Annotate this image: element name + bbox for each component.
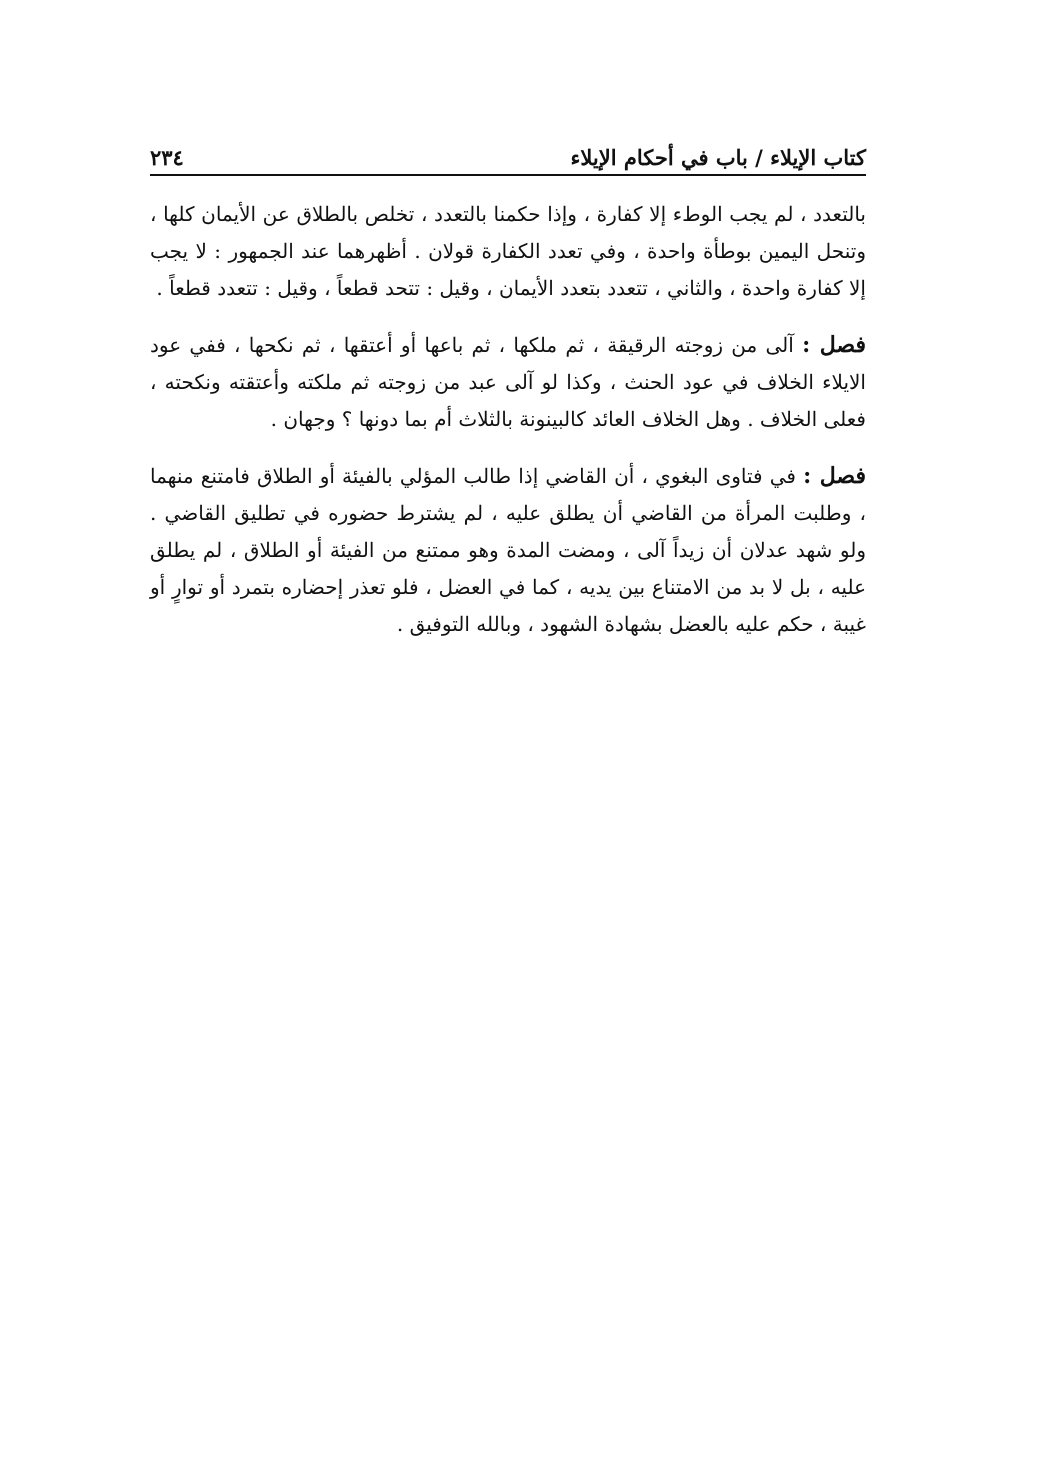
paragraph-text: بالتعدد ، لم يجب الوطء إلا كفارة ، وإذا حكمنا بالتعدد ، تخلص بالطلاق عن الأيمان كلها ، وتنحل اليمين بوطأة واحدة ، وفي تعدد الكفارة قولان . أظهرهما عند الجمهور : لا يجب إلا كفارة واحدة ، والثاني ، تتعدد بتعدد الأيمان ، وقيل : تتحد قطعاً ، وقيل : تتعدد قطعاً . (150, 202, 866, 300)
section-label: فصل : (803, 463, 867, 489)
paragraph-text: في فتاوى البغوي ، أن القاضي إذا طالب المؤلي بالفيئة أو الطلاق فامتنع منهما ، وطلبت المرأة من القاضي أن يطلق عليه ، لم يشترط حضوره في تطليق القاضي . ولو شهد عدلان أن زيداً آلى ، ومضت المدة وهو ممتنع من الفيئة أو الطلاق ، لم يطلق عليه ، بل لا بد من الامتناع بين يديه ، كما في العضل ، فلو تعذر إحضاره بتمرد أو توارٍ أو غيبة ، حكم عليه بالعضل بشهادة الشهود ، وبالله التوفيق . (150, 464, 867, 636)
paragraph (150, 458, 866, 643)
section-label: فصل : (802, 332, 866, 358)
paragraph (150, 327, 866, 438)
body-text (150, 196, 866, 663)
running-header (150, 136, 866, 176)
paragraph-text: آلى من زوجته الرقيقة ، ثم ملكها ، ثم باعها أو أعتقها ، ثم نكحها ، ففي عود الايلاء الخلاف في عود الحنث ، وكذا لو آلى عبد من زوجته ثم ملكته وأعتقته ونكحته ، فعلى الخلاف . وهل الخلاف العائد كالبينونة بالثلاث أم بما دونها ؟ وجهان . (150, 333, 866, 431)
header-title: كتاب الإيلاء / باب في أحكام الإيلاء (570, 145, 866, 170)
paragraph (150, 196, 866, 307)
page-number: ٢٣٤ (150, 145, 184, 170)
